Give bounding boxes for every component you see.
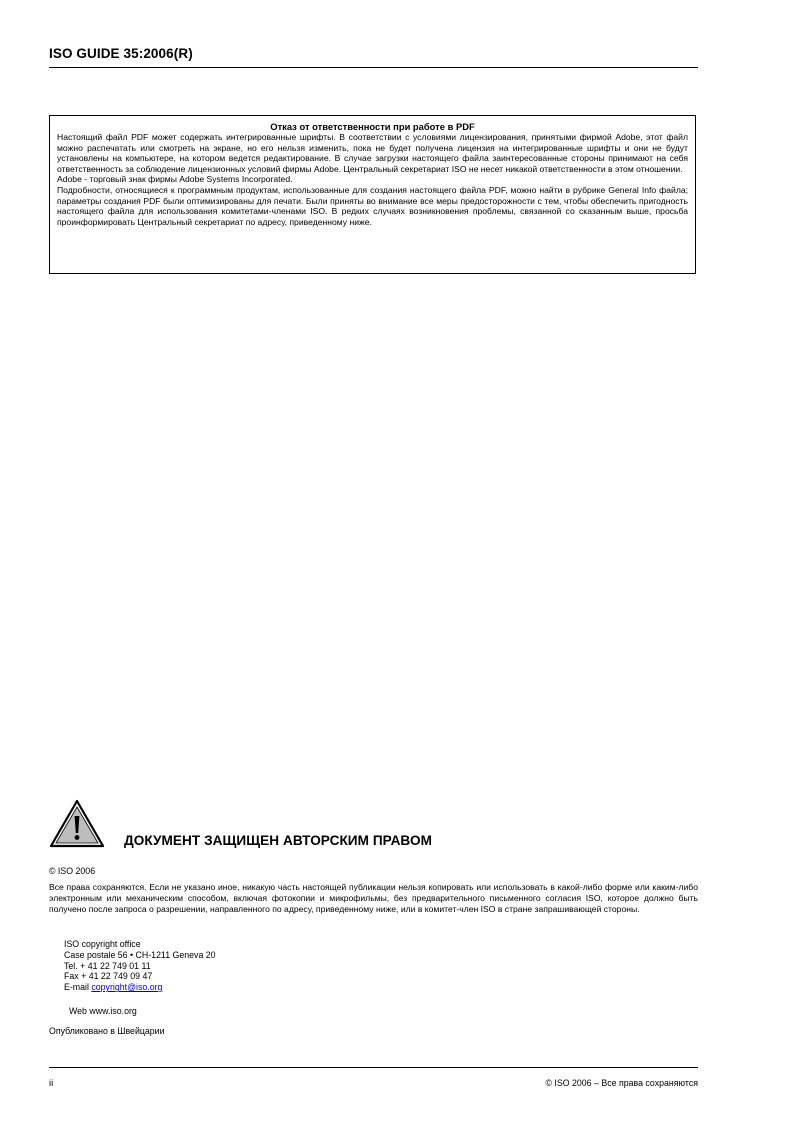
email-link[interactable]: copyright@iso.org (91, 982, 163, 993)
footer-rule (49, 1067, 698, 1068)
fax: Fax + 41 22 749 09 47 (64, 971, 153, 982)
rights-statement (49, 882, 698, 916)
pdf-disclaimer-box (49, 115, 696, 274)
copyright-protected-title: ДОКУМЕНТ ЗАЩИЩЕН АВТОРСКИМ ПРАВОМ (124, 833, 432, 848)
page-number: ii (49, 1077, 54, 1088)
copyright-year: © ISO 2006 (49, 866, 96, 876)
email-label: E-mail (64, 982, 92, 993)
warning-triangle-icon (48, 798, 106, 850)
website: Web www.iso.org (69, 1006, 137, 1016)
header-rule (49, 67, 698, 68)
postal-address: Case postale 56 • CH-1211 Geneva 20 (64, 949, 216, 960)
footer-copyright: © ISO 2006 – Все права сохраняются (545, 1078, 698, 1088)
disclaimer-paragraph-1: Настоящий файл PDF может содержать интегрированные шрифты. В соответствии с условиями лицензирования, принятыми фирмой Adobe, этот файл можно распечатать или смотреть на экране, но его нельзя изменить, пока не будет получена лицензия на интегрированные шрифты и они не будут установлены на компьютере, на котором ведется редактирование. В случае загрузки настоящего файла заинтересованные стороны принимают на себя ответственность за соблюдение лицензионных условий фирмы Adobe. Центральный секретариат ISO не несет никакой ответственности в этом отношении. (57, 132, 688, 174)
telephone: Tel. + 41 22 749 01 11 (64, 960, 151, 971)
rights-text: Все права сохраняются. Если не указано иное, никакую часть настоящей публикации нельзя копировать или использовать в какой-либо форме или каким-либо электронным или механическим способом, включая фотокопии и микрофильмы, без предварительного письменного согласия ISO, которое должно быть получено после запроса о разрешении, направленного по адресу, приведенному ниже, или в комитет-член ISO в стране запрашивающей стороны. (49, 882, 698, 915)
disclaimer-title: Отказ от ответственности при работе в PDF (270, 121, 475, 132)
document-id: ISO GUIDE 35:2006(R) (49, 46, 193, 61)
email-line (64, 982, 216, 993)
disclaimer-paragraph-2: Adobe - торговый знак фирмы Adobe Systems Incorporated. (57, 174, 293, 185)
office-name: ISO copyright office (64, 939, 141, 949)
published-in: Опубликовано в Швейцарии (49, 1026, 165, 1036)
contact-block (64, 939, 216, 993)
disclaimer-paragraph-3: Подробности, относящиеся к программным продуктам, использованные для создания настоящего файла PDF, можно найти в рубрике General Info файла; параметры создания PDF были оптимизированы для печати. Были приняты во внимание все меры предосторожности с тем, чтобы обеспечить пригодность настоящего файла для использования комитетами-членами ISO. В редких случаях возникновения проблемы, связанной со сказанным выше, просьба проинформировать Центральный секретариат по адресу, приведенному ниже. (57, 184, 688, 227)
